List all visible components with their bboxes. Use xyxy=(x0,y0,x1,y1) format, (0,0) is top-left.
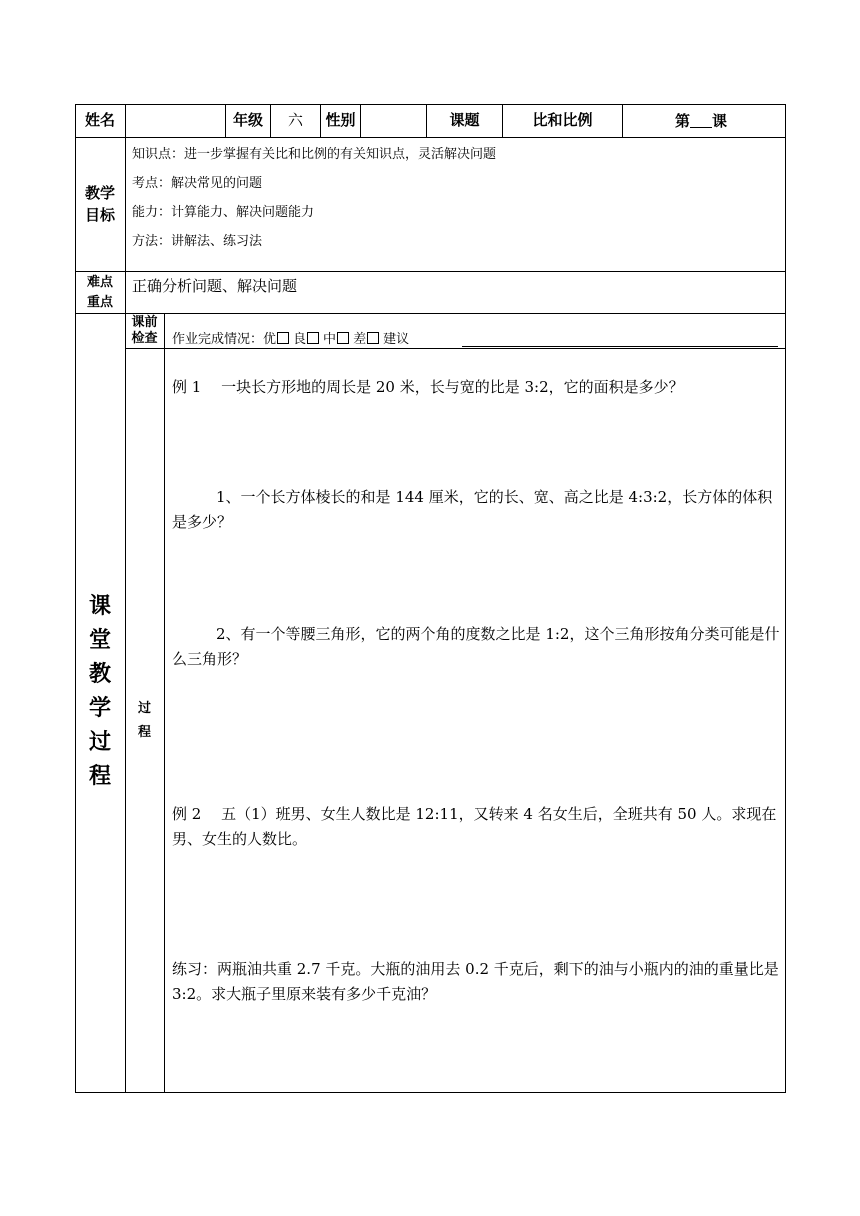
homework-status-label: 作业完成情况： xyxy=(172,332,264,347)
suggestion-input-line[interactable] xyxy=(462,346,778,347)
process-label-line2: 程 xyxy=(137,725,151,740)
lesson-suffix: 课 xyxy=(712,112,728,130)
precheck-row xyxy=(172,332,409,346)
goal-exam-point: 考点：解决常见的问题 xyxy=(132,176,263,191)
col-divider-sublabel xyxy=(164,313,165,1093)
process-section-label xyxy=(75,596,125,800)
goal-method: 方法：讲解法、练习法 xyxy=(132,234,263,249)
table-border-bottom xyxy=(75,1092,786,1093)
rating-excellent-checkbox[interactable] xyxy=(277,332,289,344)
col-divider-label xyxy=(125,104,126,1093)
suggestion-label: 建议 xyxy=(383,332,410,347)
row-divider-precheck xyxy=(125,348,786,349)
section-char: 程 xyxy=(88,764,111,789)
rating-good-checkbox[interactable] xyxy=(307,332,319,344)
example-1: 例 1 一块长方形地的周长是 20 米，长与宽的比是 3:2，它的面积是多少？ xyxy=(172,378,684,396)
gender-label: 性别 xyxy=(325,111,356,129)
section-char: 教 xyxy=(88,662,111,687)
lesson-prefix: 第 xyxy=(675,112,691,130)
topic-label: 课题 xyxy=(449,111,480,129)
precheck-label-line1: 课前 xyxy=(131,315,158,330)
topic-value: 比和比例 xyxy=(532,111,593,129)
goals-label-line1: 教学 xyxy=(84,184,115,202)
goal-knowledge: 知识点：进一步掌握有关比和比例的有关知识点，灵活解决问题 xyxy=(132,147,497,162)
lesson-number xyxy=(675,113,727,129)
gender-field[interactable] xyxy=(361,113,426,131)
name-label: 姓名 xyxy=(84,111,115,129)
rating-poor-checkbox[interactable] xyxy=(367,332,379,344)
section-char: 课 xyxy=(88,594,111,619)
row-divider-keypoints xyxy=(75,313,786,314)
section-char: 过 xyxy=(88,730,111,755)
table-border-right xyxy=(785,104,786,1093)
lesson-number-blank[interactable] xyxy=(690,113,712,128)
section-char: 堂 xyxy=(88,628,111,653)
keypoints-text: 正确分析问题、解决问题 xyxy=(132,277,298,295)
rating-poor: 差 xyxy=(353,332,367,347)
goal-ability: 能力：计算能力、解决问题能力 xyxy=(132,205,315,220)
precheck-label-line2: 检查 xyxy=(131,331,158,346)
rating-average-checkbox[interactable] xyxy=(337,332,349,344)
rating-excellent: 优 xyxy=(263,332,277,347)
process-label-line1: 过 xyxy=(137,701,151,716)
table-border-top xyxy=(75,104,786,105)
keypoints-label-line2: 重点 xyxy=(86,295,113,310)
keypoints-label-line1: 难点 xyxy=(86,275,113,290)
grade-label: 年级 xyxy=(232,111,263,129)
question-2: 2、有一个等腰三角形，它的两个角的度数之比是 1:2，这个三角形按角分类可能是什么三角形？ xyxy=(172,625,780,668)
grade-value: 六 xyxy=(287,111,303,129)
section-char: 学 xyxy=(88,696,111,721)
rating-average: 中 xyxy=(323,332,337,347)
practice-problem: 练习：两瓶油共重 2.7 千克。大瓶的油用去 0.2 千克后，剩下的油与小瓶内的油的重量比是 3:2。求大瓶子里原来装有多少千克油？ xyxy=(172,960,779,1003)
header-col-divider xyxy=(622,104,623,137)
rating-good: 良 xyxy=(293,332,307,347)
name-field[interactable] xyxy=(126,113,225,131)
question-1: 1、一个长方体棱长的和是 144 厘米，它的长、宽、高之比是 4:3:2，长方体的体积是多少？ xyxy=(172,488,773,531)
example-2: 例 2 五（1）班男、女生人数比是 12:11，又转来 4 名女生后，全班共有 50 人。求现在男、女生的人数比。 xyxy=(172,805,777,848)
row-divider-header xyxy=(75,137,786,138)
goals-label-line2: 目标 xyxy=(84,206,115,224)
row-divider-goals xyxy=(75,271,786,272)
